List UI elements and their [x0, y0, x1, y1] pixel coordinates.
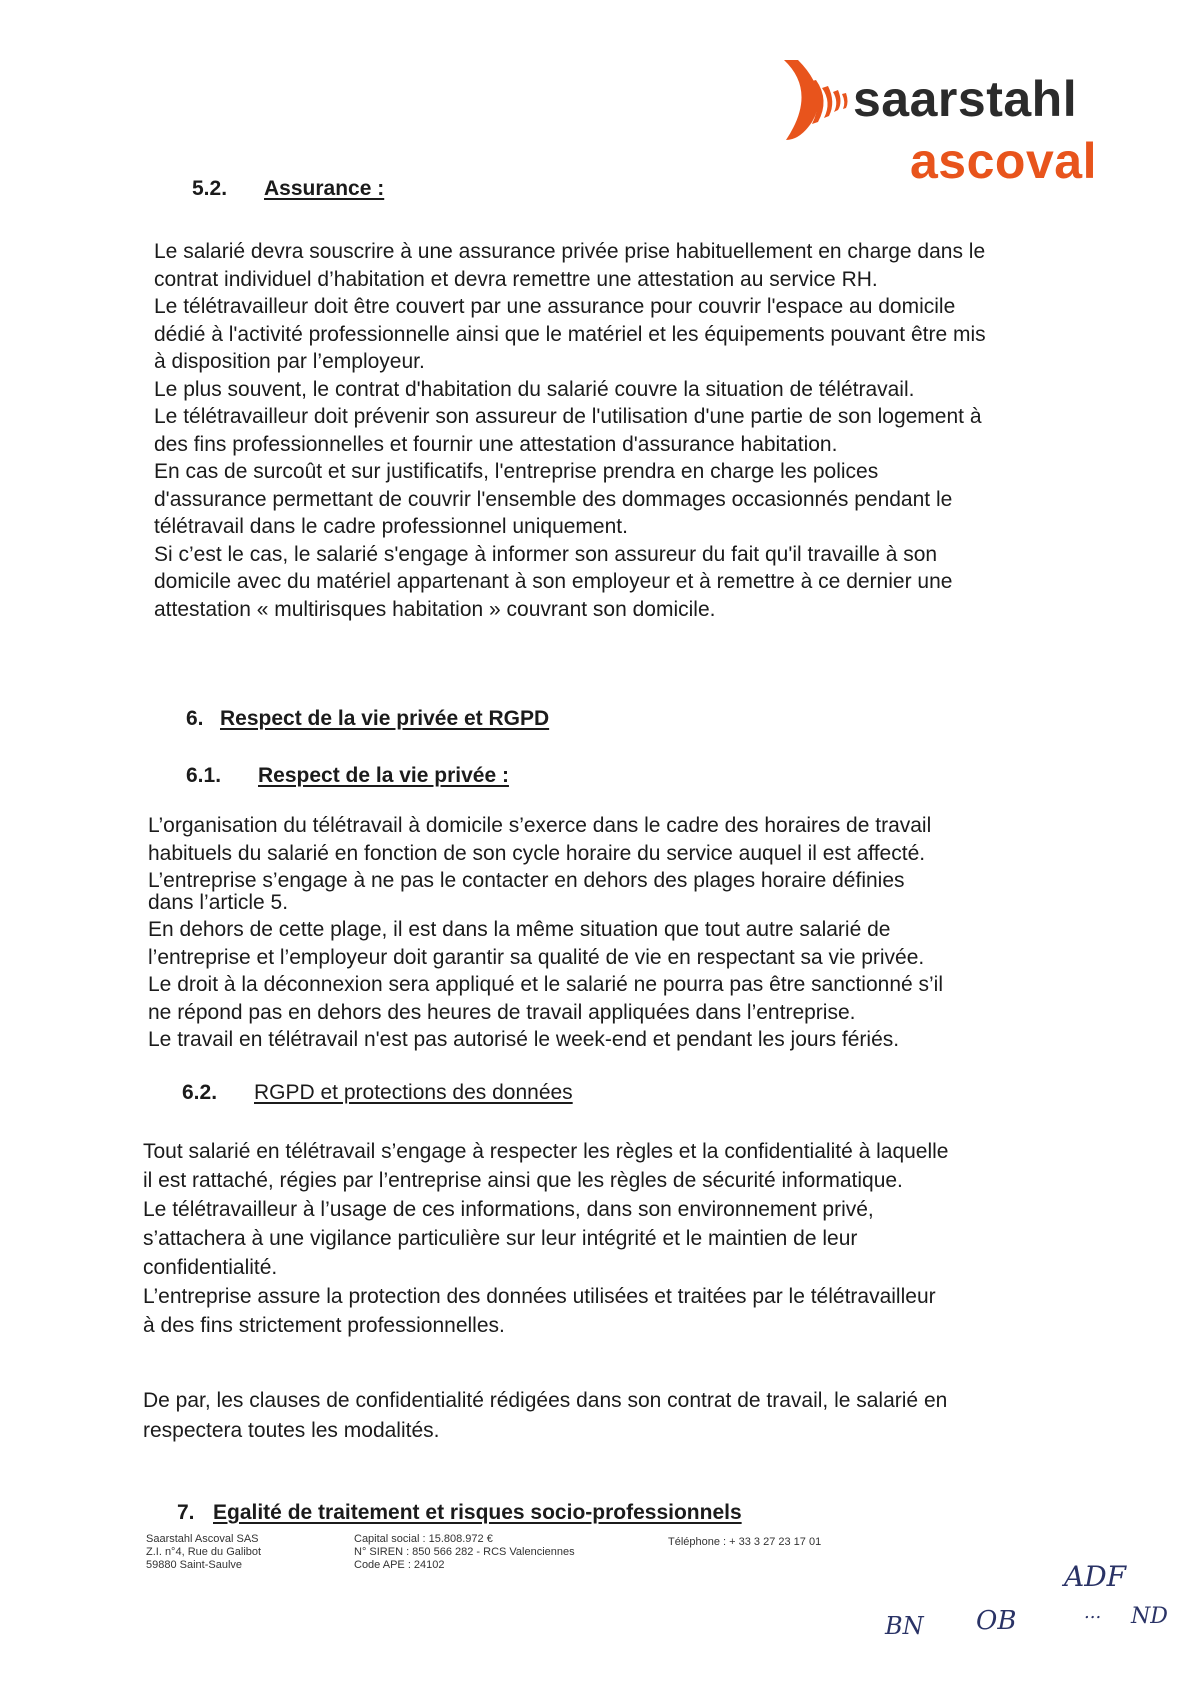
paragraph-vie-privee	[148, 812, 943, 1054]
text-line: Le télétravailleur doit prévenir son assureur de l'utilisation d'une partie de son logement à	[154, 405, 982, 428]
text-line: En cas de surcoût et sur justificatifs, l'entreprise prendra en charge les polices	[154, 460, 879, 483]
heading-6-2	[182, 1081, 573, 1105]
heading-title: Respect de la vie privée et RGPD	[220, 707, 550, 730]
text-line: respectera toutes les modalités.	[143, 1419, 440, 1442]
text-line: contrat individuel d’habitation et devra remettre une attestation au service RH.	[154, 267, 878, 291]
heading-number: 5.2.	[192, 177, 228, 200]
footer-line: Capital social : 15.808.972 €	[354, 1533, 493, 1545]
text-line: Le plus souvent, le contrat d'habitation du salarié couvre la situation de télétravail.	[154, 377, 915, 401]
paragraph-assurance	[154, 238, 986, 623]
paragraph-confidentialite	[143, 1386, 947, 1446]
footer-line: Code APE : 24102	[354, 1559, 445, 1571]
initials-nd: ND	[1131, 1604, 1168, 1629]
text-line: L’entreprise assure la protection des données utilisées et traitées par le télétravailleur	[143, 1285, 936, 1308]
logo-line-ascoval: ascoval	[910, 133, 1097, 189]
heading-title: Egalité de traitement et risques socio-professionnels	[213, 1501, 742, 1524]
initials-dots: ...	[1084, 1602, 1102, 1623]
paragraph-rgpd	[143, 1137, 949, 1340]
heading-number: 6.1.	[186, 764, 222, 787]
text-line: dans l’article 5.	[148, 890, 289, 914]
heading-number: 6.	[186, 707, 204, 730]
logo-line-saarstahl: saarstahl	[853, 71, 1078, 127]
heading-6-1	[186, 764, 509, 788]
text-line: Le télétravailleur doit être couvert par une assurance pour couvrir l'espace au domicile	[154, 295, 956, 318]
text-line: De par, les clauses de confidentialité rédigées dans son contrat de travail, le salarié en	[143, 1389, 948, 1412]
text-line: En dehors de cette plage, il est dans la même situation que tout autre salarié de	[148, 918, 891, 941]
heading-5-2	[192, 177, 384, 201]
footer-phone: Téléphone : + 33 3 27 23 17 01	[668, 1536, 822, 1548]
text-line: d'assurance permettant de couvrir l'ensemble des dommages occasionnés pendant le	[154, 487, 953, 511]
text-line: des fins professionnelles et fournir une attestation d'assurance habitation.	[154, 432, 838, 456]
text-line: ne répond pas en dehors des heures de travail appliquées dans l’entreprise.	[148, 1000, 856, 1024]
text-line: habituels du salarié en fonction de son cycle horaire du service auquel il est affecté.	[148, 841, 926, 865]
footer-line: Z.I. n°4, Rue du Galibot	[146, 1546, 262, 1558]
text-line: l’entreprise et l’employeur doit garantir sa qualité de vie en respectant sa vie privée.	[148, 945, 925, 969]
footer-line: 59880 Saint-Saulve	[146, 1559, 243, 1571]
text-line: domicile avec du matériel appartenant à son employeur et à remettre à ce dernier une	[154, 570, 953, 593]
text-line: télétravail dans le cadre professionnel uniquement.	[154, 515, 628, 538]
footer-address	[146, 1533, 261, 1572]
footer-line: N° SIREN : 850 566 282 - RCS Valenciennes	[354, 1546, 575, 1558]
initials-bn: BN	[885, 1612, 924, 1640]
initials-adf: ADF	[1064, 1560, 1127, 1593]
company-logo	[778, 52, 1123, 187]
text-line: Le télétravailleur à l’usage de ces informations, dans son environnement privé,	[143, 1198, 874, 1221]
text-line: L’organisation du télétravail à domicile s’exerce dans le cadre des horaires de travail	[148, 814, 932, 837]
heading-title: Assurance :	[264, 177, 385, 200]
text-line: Le travail en télétravail n'est pas autorisé le week-end et pendant les jours fériés.	[148, 1028, 900, 1051]
footer-legal	[354, 1533, 575, 1572]
text-line: Le droit à la déconnexion sera appliqué et le salarié ne pourra pas être sanctionné s’il	[148, 973, 944, 996]
heading-title: RGPD et protections des données	[254, 1081, 573, 1104]
heading-title: Respect de la vie privée :	[258, 764, 509, 787]
text-line: dédié à l'activité professionnelle ainsi que le matériel et les équipements pouvant être mis	[154, 322, 986, 346]
text-line: Si c’est le cas, le salarié s'engage à informer son assureur du fait qu'il travaille à son	[154, 542, 938, 566]
heading-number: 6.2.	[182, 1081, 218, 1104]
heading-6	[186, 707, 549, 731]
text-line: Le salarié devra souscrire à une assurance privée prise habituellement en charge dans le	[154, 240, 986, 263]
footer-line: Saarstahl Ascoval SAS	[146, 1533, 259, 1545]
text-line: L’entreprise s’engage à ne pas le contacter en dehors des plages horaire définies	[148, 869, 905, 892]
initials-ob: OB	[976, 1606, 1017, 1636]
text-line: confidentialité.	[143, 1256, 278, 1279]
swoosh-icon	[778, 52, 858, 147]
text-line: attestation « multirisques habitation » couvrant son domicile.	[154, 597, 716, 621]
text-line: s’attachera à une vigilance particulière sur leur intégrité et le maintien de leur	[143, 1227, 858, 1250]
text-line: il est rattaché, régies par l’entreprise ainsi que les règles de sécurité informatique.	[143, 1169, 903, 1192]
text-line: à disposition par l’employeur.	[154, 350, 425, 373]
heading-number: 7.	[177, 1501, 195, 1524]
text-line: Tout salarié en télétravail s’engage à respecter les règles et la confidentialité à laquelle	[143, 1140, 949, 1163]
heading-7	[177, 1501, 742, 1525]
text-line: à des fins strictement professionnelles.	[143, 1314, 505, 1337]
